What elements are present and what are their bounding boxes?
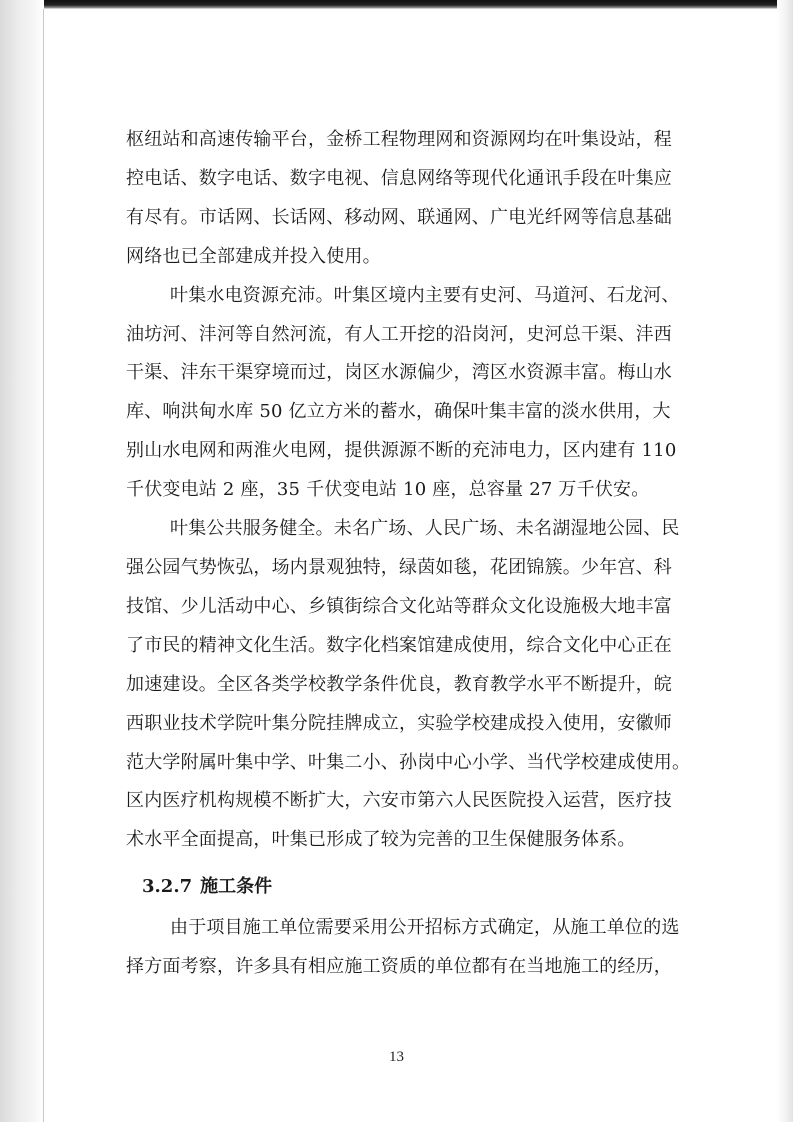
text-line: 区内医疗机构规模不断扩大，六安市第六人民医院投入运营，医疗技 <box>126 790 672 812</box>
section-heading <box>142 872 696 901</box>
text-line: 了市民的精神文化生活。数字化档案馆建成使用，综合文化中心正在 <box>126 634 672 656</box>
text-line: 千伏变电站 2 座，35 千伏变电站 10 座，总容量 27 万千伏安。 <box>126 479 650 501</box>
text-line: 术水平全面提高，叶集已形成了较为完善的卫生保健服务体系。 <box>126 829 636 851</box>
text-line: 控电话、数字电话、数字电视、信息网络等现代化通讯手段在叶集应 <box>126 167 672 189</box>
text-line: 范大学附属叶集中学、叶集二小、孙岗中心小学、当代学校建成使用。 <box>126 751 691 773</box>
scan-right-shadow <box>777 0 793 1122</box>
text-line: 由于项目施工单位需要采用公开招标方式确定，从施工单位的选 <box>170 917 680 939</box>
section-title: 施工条件 <box>200 876 273 898</box>
paragraph-construction-conditions <box>126 909 696 987</box>
text-line: 技馆、少儿活动中心、乡镇街综合文化站等群众文化设施极大地丰富 <box>126 595 672 617</box>
page-number: 13 <box>389 1049 404 1065</box>
text-line: 有尽有。市话网、长话网、移动网、联通网、广电光纤网等信息基础 <box>126 206 672 228</box>
paragraph-water-power <box>126 277 696 510</box>
document-body <box>126 121 696 987</box>
paragraph-telecom <box>126 121 696 277</box>
text-line: 加速建设。全区各类学校教学条件优良，教育教学水平不断提升，皖 <box>126 673 672 695</box>
text-line: 叶集公共服务健全。未名广场、人民广场、未名湖湿地公园、民 <box>170 518 680 540</box>
text-line: 油坊河、沣河等自然河流，有人工开挖的沿岗河，史河总干渠、沣西 <box>126 323 672 345</box>
text-line: 强公园气势恢弘，场内景观独特，绿茵如毯，花团锦簇。少年宫、科 <box>126 556 672 578</box>
text-line: 别山水电网和两淮火电网，提供源源不断的充沛电力，区内建有 110 <box>126 440 677 462</box>
scan-binding-edge <box>43 9 44 1122</box>
paragraph-public-services <box>126 510 696 860</box>
text-line: 网络也已全部建成并投入使用。 <box>126 245 381 267</box>
scan-top-shadow <box>0 0 793 9</box>
text-line: 枢纽站和高速传输平台，金桥工程物理网和资源网均在叶集设站，程 <box>126 129 672 150</box>
scan-binding-shadow <box>0 0 44 1122</box>
text-line: 西职业技术学院叶集分院挂牌成立，实验学校建成投入使用，安徽师 <box>126 712 672 734</box>
section-number: 3.2.7 <box>142 876 193 898</box>
text-line: 干渠、沣东干渠穿境而过，岗区水源偏少，湾区水资源丰富。梅山水 <box>126 362 672 384</box>
text-line: 叶集水电资源充沛。叶集区境内主要有史河、马道河、石龙河、 <box>170 284 680 306</box>
text-line: 择方面考察，许多具有相应施工资质的单位都有在当地施工的经历， <box>126 956 672 978</box>
text-line: 库、响洪甸水库 50 亿立方米的蓄水，确保叶集丰富的淡水供用，大 <box>126 401 671 423</box>
